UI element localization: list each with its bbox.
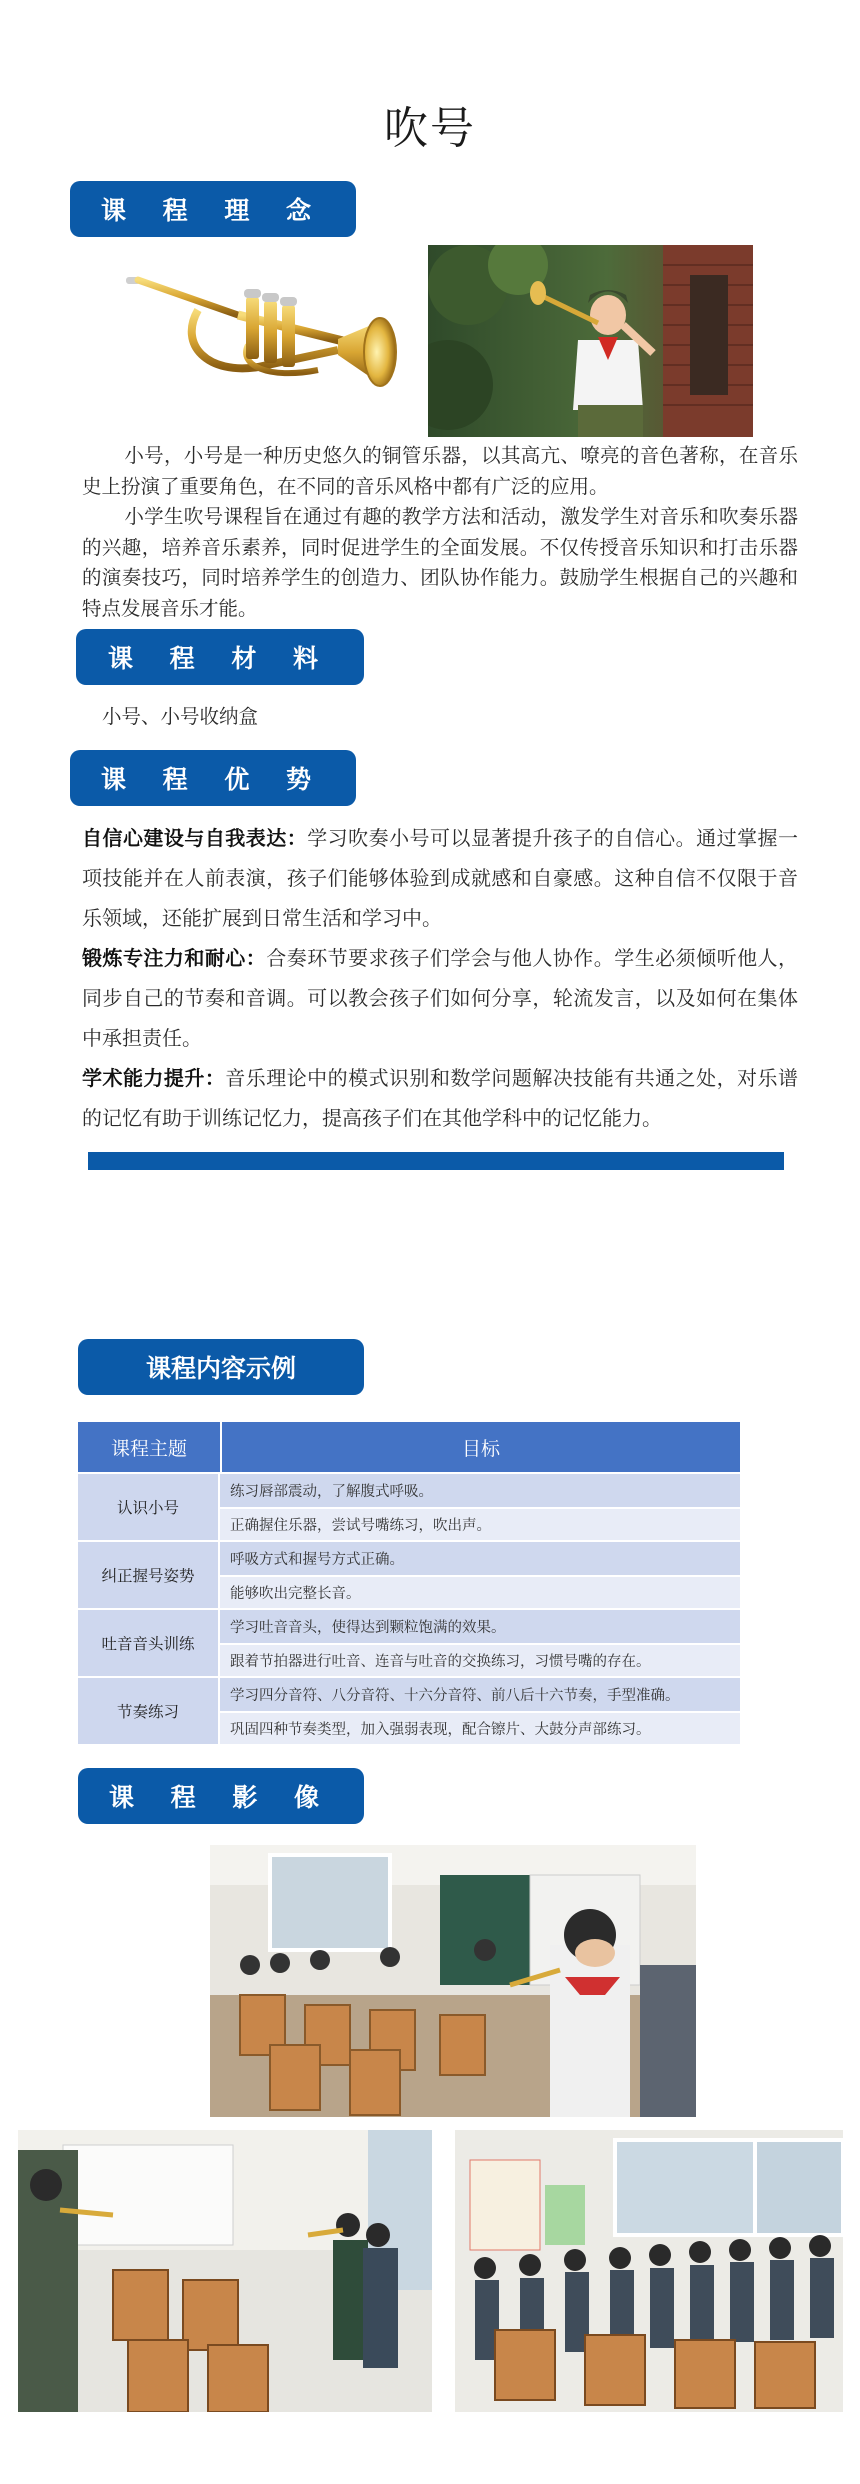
table-row (78, 1608, 740, 1676)
table-row (78, 1676, 740, 1744)
advantages-heading: 课 程 优 势 (70, 750, 356, 806)
trumpet-illustration (118, 255, 418, 405)
goal-cell: 巩固四种节奏类型，加入强弱表现，配合镲片、大鼓分声部练习。 (220, 1711, 740, 1744)
table-row (78, 1540, 740, 1608)
content-heading: 课程内容示例 (78, 1339, 364, 1395)
goal-cell: 呼吸方式和握号方式正确。 (220, 1542, 740, 1575)
topic-cell: 纠正握号姿势 (78, 1542, 220, 1608)
concept-paragraph-2: 小学生吹号课程旨在通过有趣的教学方法和活动，激发学生对音乐和吹奏乐器的兴趣，培养音乐素养，同时促进学生的全面发展。不仅传授音乐知识和打击乐器的演奏技巧，同时培养学生的创造力、团队协作能力。鼓励学生根据自己的兴趣和特点发展音乐才能。 (82, 505, 798, 620)
table-header-topic: 课程主题 (78, 1422, 222, 1472)
goal-cell: 练习唇部震动，了解腹式呼吸。 (220, 1474, 740, 1507)
table-header-goal: 目标 (222, 1422, 740, 1472)
goal-cell: 正确握住乐器，尝试号嘴练习，吹出声。 (220, 1507, 740, 1540)
advantage-3: 学术能力提升：音乐理论中的模式识别和数学问题解决技能有共通之处，对乐谱的记忆有助于训练记忆力，提高孩子们在其他学科中的记忆能力。 (82, 1066, 799, 1130)
materials-text: 小号、小号收纳盒 (102, 705, 259, 728)
concept-paragraph-1: 小号，小号是一种历史悠久的铜管乐器，以其高亢、嘹亮的音色著称，在音乐史上扮演了重要角色，在不同的音乐风格中都有广泛的应用。 (82, 444, 798, 498)
table-row (78, 1472, 740, 1540)
gallery-heading: 课 程 影 像 (78, 1768, 364, 1824)
table-header-row (78, 1422, 740, 1472)
classroom-photo-3 (455, 2130, 843, 2412)
concept-heading: 课 程 理 念 (70, 181, 356, 237)
advantage-2: 锻炼专注力和耐心：合奏环节要求孩子们学会与他人协作。学生必须倾听他人，同步自己的节奏和音调。可以教会孩子们如何分享，轮流发言，以及如何在集体中承担责任。 (82, 946, 799, 1050)
classroom-photo-2 (18, 2130, 432, 2412)
goal-cell: 能够吹出完整长音。 (220, 1575, 740, 1608)
materials-heading: 课 程 材 料 (76, 629, 364, 685)
classroom-photo-1 (210, 1845, 696, 2117)
topic-cell: 认识小号 (78, 1474, 220, 1540)
goal-cell: 学习吐音音头，使得达到颗粒饱满的效果。 (220, 1610, 740, 1643)
content-table (78, 1422, 740, 1744)
goal-cell: 跟着节拍器进行吐音、连音与吐音的交换练习，习惯号嘴的存在。 (220, 1643, 740, 1676)
page-title: 吹号 (384, 103, 476, 154)
topic-cell: 吐音音头训练 (78, 1610, 220, 1676)
topic-cell: 节奏练习 (78, 1678, 220, 1744)
advantage-1: 自信心建设与自我表达：学习吹奏小号可以显著提升孩子的自信心。通过掌握一项技能并在人前表演，孩子们能够体验到成就感和自豪感。这种自信不仅限于音乐领域，还能扩展到日常生活和学习中。 (82, 826, 799, 930)
boy-trumpet-photo (428, 245, 753, 437)
goal-cell: 学习四分音符、八分音符、十六分音符、前八后十六节奏，手型准确。 (220, 1678, 740, 1711)
section-divider-bar (88, 1152, 784, 1170)
